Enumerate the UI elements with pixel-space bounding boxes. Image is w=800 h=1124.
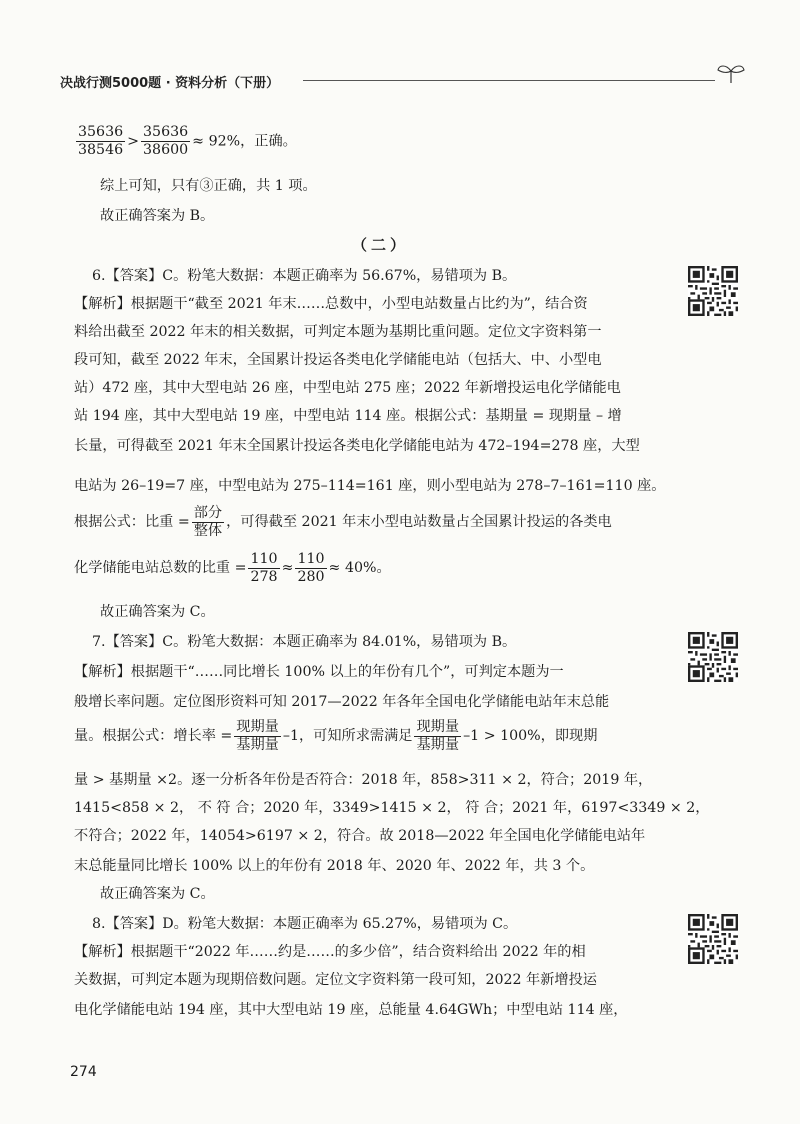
sprout-icon bbox=[716, 62, 746, 84]
denominator: 38546 bbox=[78, 142, 124, 158]
summary-line: 综上可知，只有③正确，共 1 项。 bbox=[100, 178, 317, 194]
numerator: 110 bbox=[250, 550, 278, 567]
result-text: ≈ 92%，正确。 bbox=[192, 133, 297, 150]
q7-text-line: 1415<858 × 2， 不 符 合；2020 年，3349>1415 × 2， 符 合；2021 年，6197<3349 × 2， bbox=[74, 800, 710, 816]
formula-text: –1，可知所求需满足 bbox=[282, 728, 413, 744]
q8-text-line: 电化学储能电站 194 座，其中大型电站 19 座，总能量 4.64GWh；中型电站 114 座， bbox=[74, 1002, 628, 1018]
calc-label: 化学储能电站总数的比重 = bbox=[74, 560, 247, 576]
fraction bbox=[234, 719, 281, 754]
q6-text-line: 站 194 座，其中大型电站 19 座，中型电站 114 座。根据公式：基期量 = 现期量 – 增 bbox=[74, 408, 622, 424]
numerator: 35636 bbox=[78, 124, 124, 140]
formula-text: ，可得截至 2021 年末小型电站数量占全国累计投运的各类电 bbox=[226, 514, 612, 530]
answer-line: 故正确答案为 B。 bbox=[100, 208, 215, 224]
formula-label: 根据公式：比重 = bbox=[74, 514, 190, 530]
qr-code-icon[interactable] bbox=[688, 914, 738, 964]
q6-text-line: 电站为 26–19=7 座，中型电站为 275–114=161 座，则小型电站为 278–7–161=110 座。 bbox=[74, 478, 666, 494]
page-number: 274 bbox=[70, 1064, 97, 1080]
fraction bbox=[248, 551, 279, 586]
q7-text-line: 【解析】根据题干“……同比增长 100% 以上的年份有几个”，可判定本题为一 bbox=[74, 664, 564, 680]
q6-text-line: 料给出截至 2022 年末的相关数据，可判定本题为基期比重问题。定位文字资料第一 bbox=[74, 324, 602, 340]
q6-text-line: 【解析】根据题干“截至 2021 年末……总数中，小型电站数量占比约为”，结合资 bbox=[74, 296, 588, 312]
formula-text: –1 > 100%，即现期 bbox=[463, 728, 598, 744]
q8-answer: 8.【答案】D。粉笔大数据：本题正确率为 65.27%，易错项为 C。 bbox=[92, 916, 518, 932]
q7-answer: 7.【答案】C。粉笔大数据：本题正确率为 84.01%，易错项为 B。 bbox=[92, 634, 517, 650]
denominator: 基期量 bbox=[416, 736, 460, 753]
denominator: 38600 bbox=[143, 142, 189, 158]
fraction bbox=[414, 719, 461, 754]
greater-than: > bbox=[127, 133, 140, 150]
denominator: 基期量 bbox=[236, 736, 279, 753]
q7-text-line: 末总能量同比增长 100% 以上的年份有 2018 年、2020 年、2022 年，共 3 个。 bbox=[74, 858, 595, 874]
q7-formula-line bbox=[74, 716, 597, 756]
qr-code-icon[interactable] bbox=[688, 632, 738, 682]
denominator: 整体 bbox=[193, 522, 223, 539]
denominator: 280 bbox=[297, 568, 325, 585]
q7-text-line: 不符合；2022 年，14054>6197 × 2，符合。故 2018—2022 年全国电化学储能电站年 bbox=[74, 828, 646, 844]
fraction-comparison bbox=[74, 124, 297, 159]
fraction bbox=[76, 124, 125, 159]
denominator: 278 bbox=[250, 568, 278, 585]
numerator: 110 bbox=[297, 550, 325, 567]
numerator: 现期量 bbox=[236, 718, 279, 735]
numerator: 部分 bbox=[193, 504, 223, 521]
q6-answer: 6.【答案】C。粉笔大数据：本题正确率为 56.67%，易错项为 B。 bbox=[92, 268, 517, 284]
approx-sign: ≈ bbox=[281, 560, 294, 576]
q8-text-line: 【解析】根据题干“2022 年……约是……的多少倍”，结合资料给出 2022 年的相 bbox=[74, 944, 586, 960]
q8-text-line: 关数据，可判定本题为现期倍数问题。定位文字资料第一段可知，2022 年新增投运 bbox=[74, 972, 597, 988]
section-heading: （二） bbox=[352, 236, 410, 254]
q6-text-line: 段可知，截至 2022 年末，全国累计投运各类电化学储能电站（包括大、中、小型电 bbox=[74, 352, 602, 368]
q7-final-answer: 故正确答案为 C。 bbox=[100, 886, 215, 902]
q6-final-answer: 故正确答案为 C。 bbox=[100, 604, 215, 620]
qr-code-icon[interactable] bbox=[688, 266, 738, 316]
fraction bbox=[141, 124, 190, 159]
header-rule bbox=[303, 80, 715, 81]
numerator: 35636 bbox=[143, 124, 189, 140]
formula-label: 量。根据公式：增长率 = bbox=[74, 728, 233, 744]
running-header: 决战行测5000题 · 资料分析（下册） bbox=[60, 76, 280, 91]
fraction bbox=[192, 505, 224, 540]
q7-text-line: 般增长率问题。定位图形资料可知 2017—2022 年各年全国电化学储能电站年末总能 bbox=[74, 694, 610, 710]
fraction bbox=[295, 551, 326, 586]
calc-result: ≈ 40%。 bbox=[328, 560, 391, 576]
q7-text-line: 量 > 基期量 ×2。逐一分析各年份是否符合：2018 年，858>311 × 2，符合；2019 年， bbox=[74, 772, 653, 788]
q6-text-line: 长量，可得截至 2021 年末全国累计投运各类电化学储能电站为 472–194=278 座，大型 bbox=[74, 438, 640, 454]
numerator: 现期量 bbox=[416, 718, 460, 735]
q6-formula-line bbox=[74, 502, 612, 542]
q6-calc-line bbox=[74, 548, 391, 588]
q6-text-line: 站）472 座，其中大型电站 26 座，中型电站 275 座；2022 年新增投运电化学储能电 bbox=[74, 380, 621, 396]
